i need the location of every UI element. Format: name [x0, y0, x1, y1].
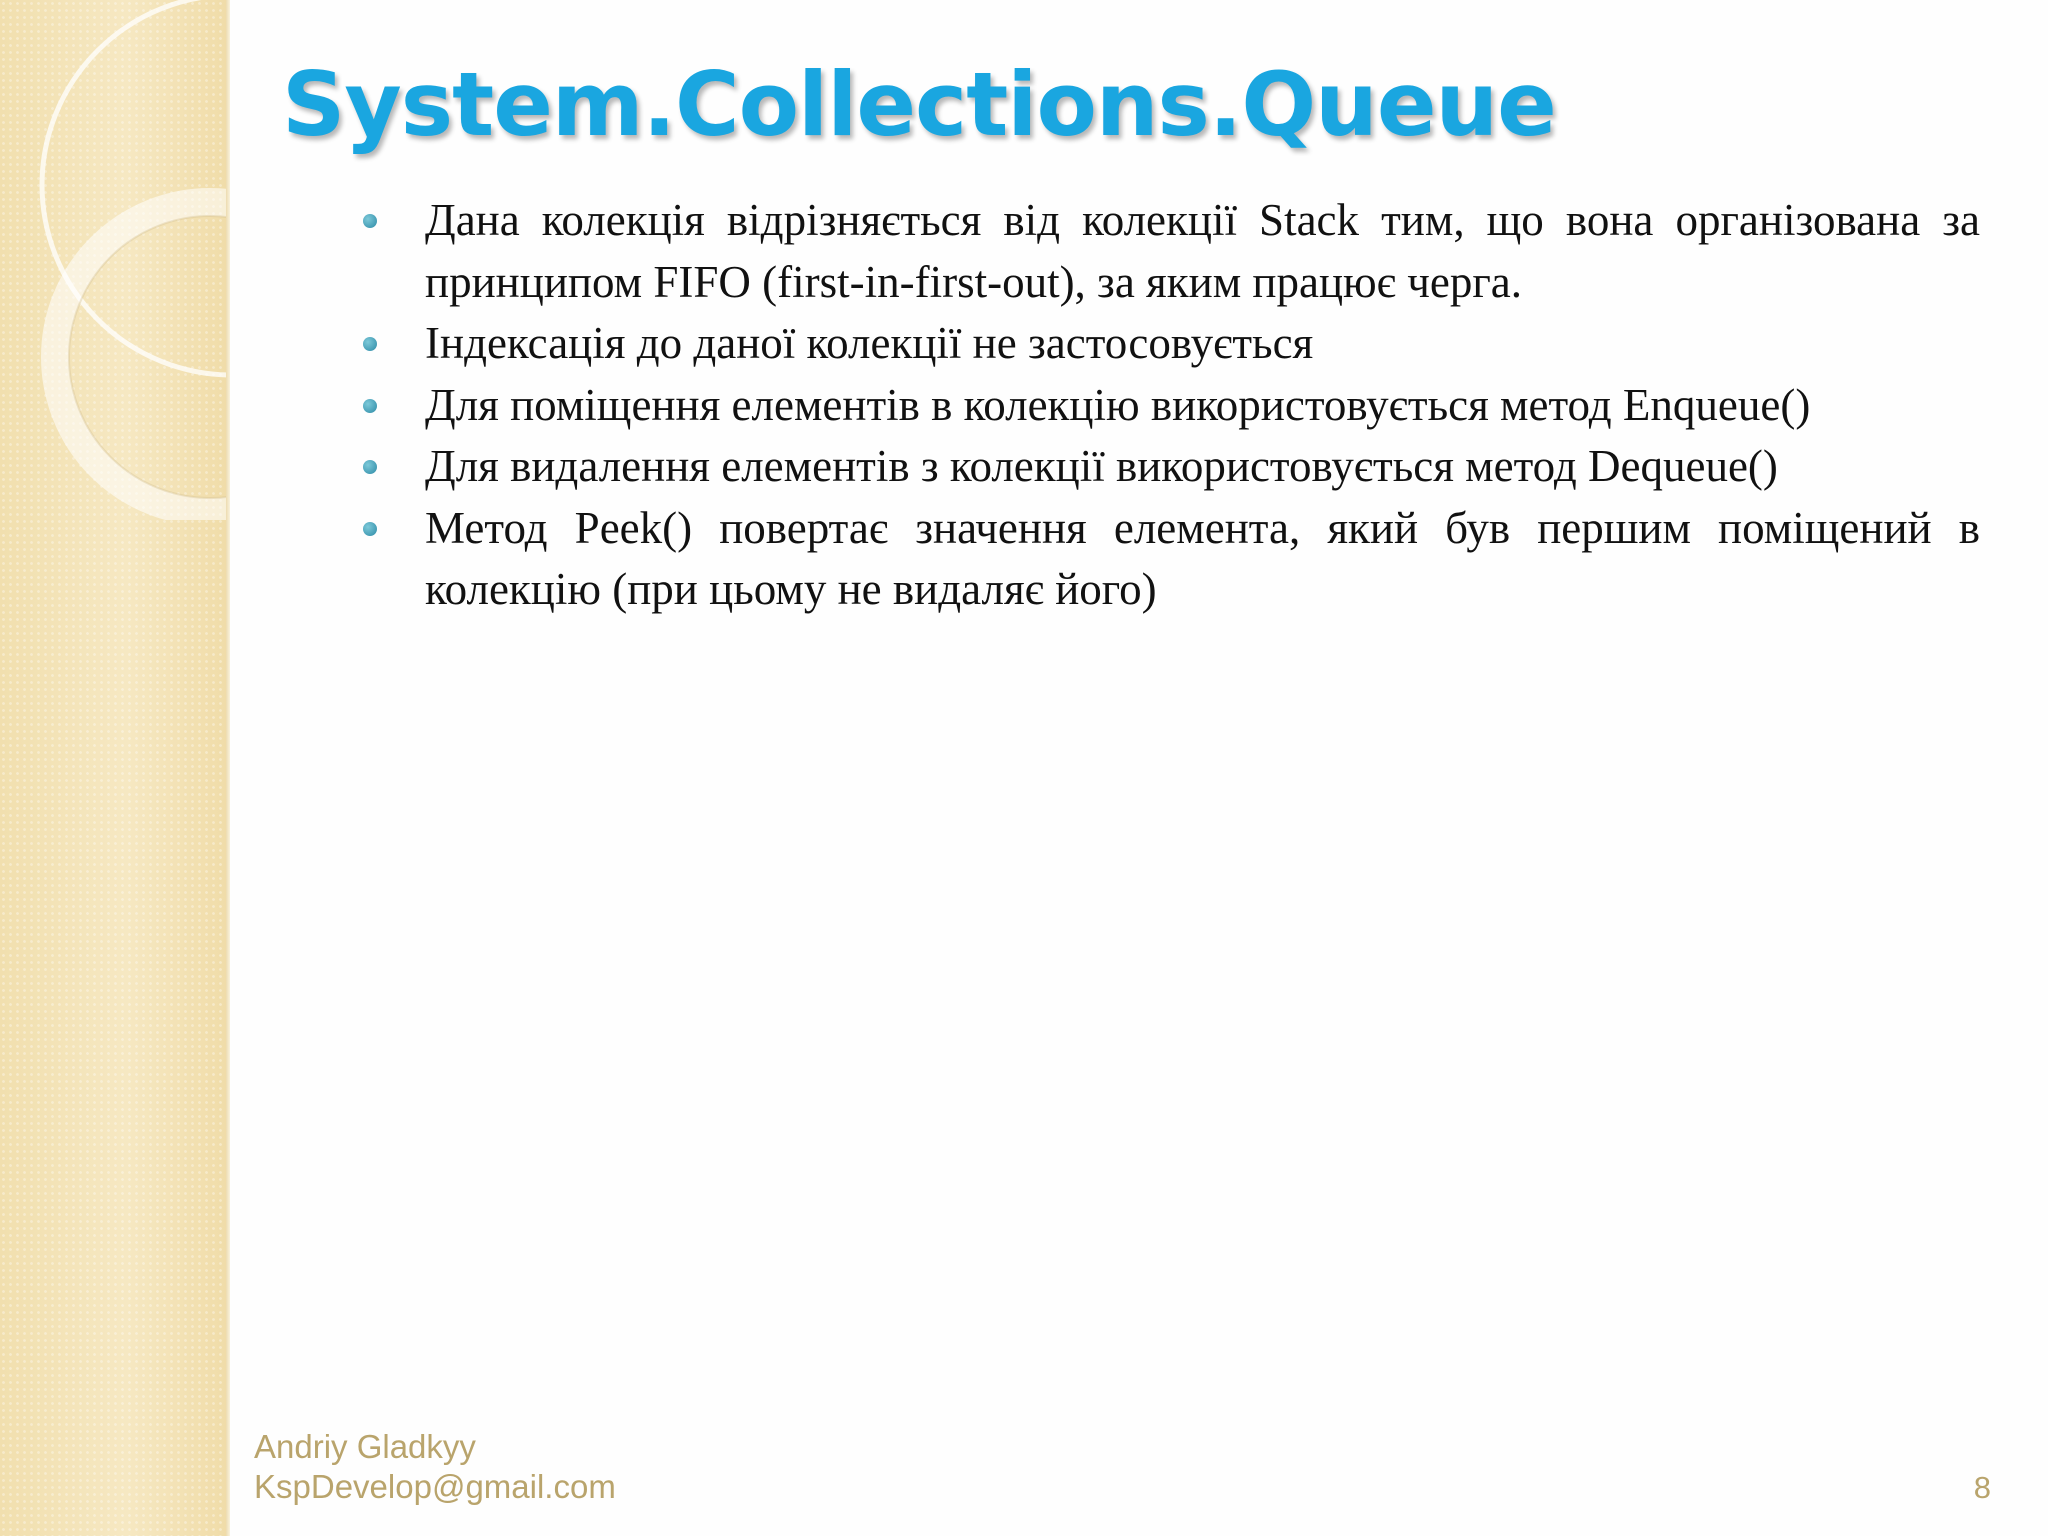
bullet-item [425, 313, 1980, 375]
footer-email: KspDevelop@gmail.com [254, 1468, 616, 1505]
bullet-text: Для видалення елементів з колекції використовується метод Dequeue() [425, 441, 1778, 491]
decorative-rings [0, 0, 229, 520]
bullet-item [425, 190, 1980, 313]
bullet-text: Індексація до даної колекції не застосовується [425, 318, 1314, 368]
bullet-text: Для поміщення елементів в колекцію використовується метод Enqueue() [425, 379, 1811, 430]
bullet-list [425, 190, 1980, 621]
thick-ring [55, 202, 229, 512]
bullet-text: Дана колекція відрізняється від колекції Stack тим, що вона організована за принципом FIFO (first-in-first-out), за яким працює черга. [425, 195, 1980, 307]
bullet-dot-icon [363, 522, 377, 536]
slide-title: System.Collections.Queue [282, 53, 1556, 156]
bullet-item [425, 436, 1980, 498]
decorative-sidebar [0, 0, 229, 1536]
bullet-item [425, 498, 1980, 621]
page-number: 8 [1973, 1470, 1991, 1505]
bullet-dot-icon [363, 460, 377, 474]
bullet-item [425, 375, 1980, 437]
bullet-dot-icon [363, 399, 377, 413]
bullet-text: Метод Peek() повертає значення елемента, який був першим поміщений в колекцію (при цьому не видаляє його) [425, 502, 1980, 614]
sidebar-divider [226, 0, 230, 1536]
bullet-dot-icon [363, 337, 377, 351]
footer-author: Andriy Gladkyy [254, 1428, 476, 1465]
bullet-dot-icon [363, 214, 377, 228]
